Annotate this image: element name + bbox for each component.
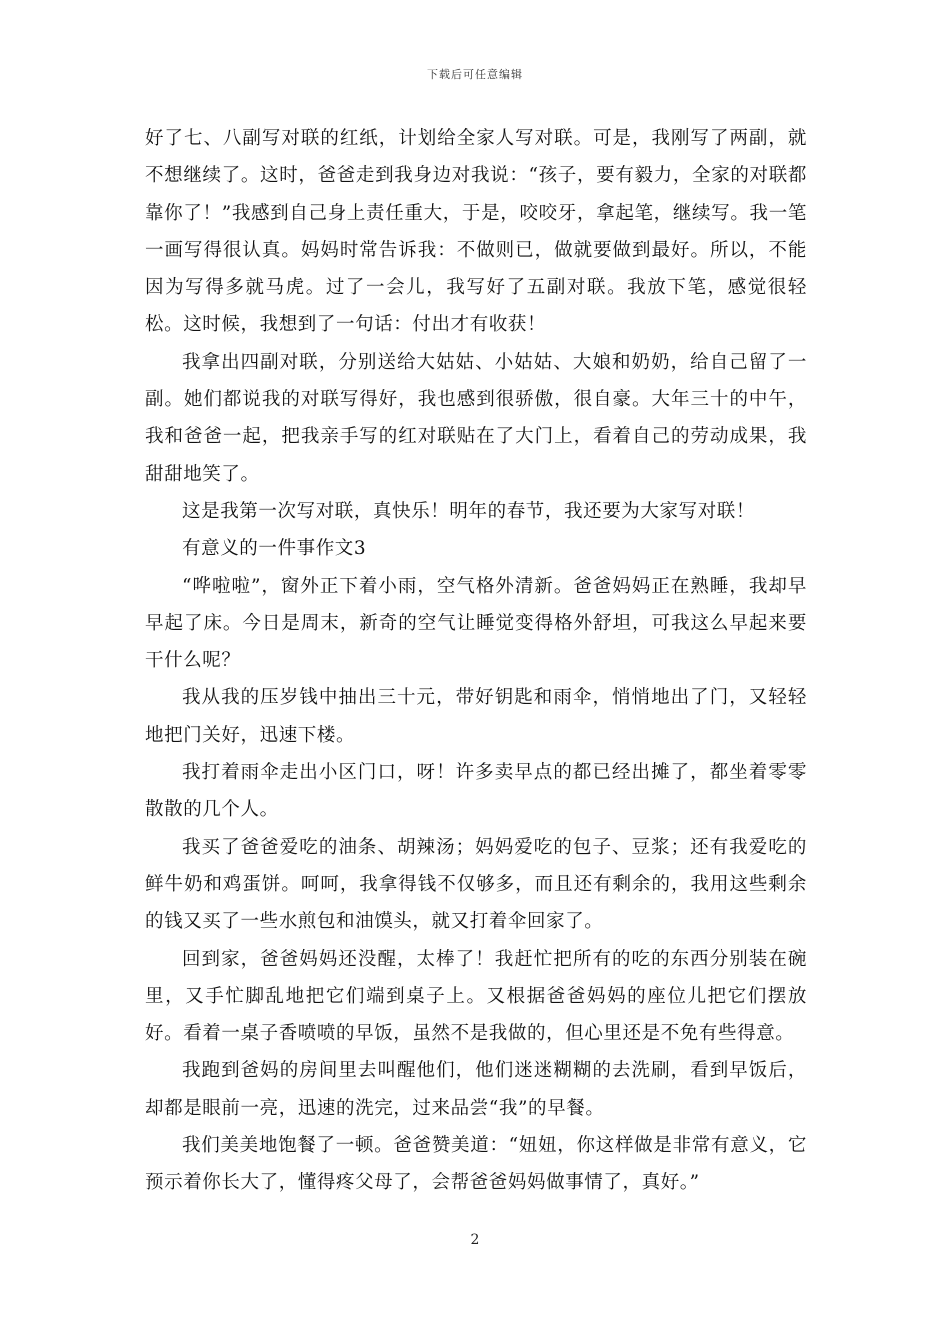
- paragraph-5: 我从我的压岁钱中抽出三十元，带好钥匙和雨伞，悄悄地出了门，又轻轻地把门关好，迅速下楼。: [145, 687, 807, 746]
- paragraph-1: 好了七、八副写对联的红纸，计划给全家人写对联。可是，我刚写了两副，就不想继续了。这时，爸爸走到我身边对我说：“孩子，要有毅力，全家的对联都靠你了！”我感到自己身上责任重大，于是，咬咬牙，拿起笔，继续写。我一笔一画写得很认真。妈妈时常告诉我：不做则已，做就要做到最好。所以，不能因为写得多就马虎。过了一会儿，我写好了五副对联。我放下笔，感觉很轻松。这时候，我想到了一句话：付出才有收获！: [145, 128, 807, 336]
- page-header: 下载后可任意编辑: [427, 68, 523, 81]
- paragraph-7: 我买了爸爸爱吃的油条、胡辣汤；妈妈爱吃的包子、豆浆；还有我爱吃的鲜牛奶和鸡蛋饼。呵呵，我拿得钱不仅够多，而且还有剩余的，我用这些剩余的钱又买了一些水煎包和油馍头，就又打着伞回家了。: [145, 836, 807, 933]
- paragraph-9: 我跑到爸妈的房间里去叫醒他们，他们迷迷糊糊的去洗刷，看到早饭后，却都是眼前一亮，迅速的洗完，过来品尝“我”的早餐。: [145, 1060, 807, 1119]
- page-number: 2: [470, 1232, 480, 1248]
- document-body: [145, 120, 807, 1202]
- paragraph-10: 我们美美地饱餐了一顿。爸爸赞美道：“妞妞，你这样做是非常有意义，它预示着你长大了，懂得疼父母了，会帮爸爸妈妈做事情了，真好。”: [145, 1135, 807, 1194]
- paragraph-4: “哗啦啦”，窗外正下着小雨，空气格外清新。爸爸妈妈正在熟睡，我却早早起了床。今日是周末，新奇的空气让睡觉变得格外舒坦，可我这么早起来要干什么呢？: [145, 575, 807, 672]
- paragraph-2: 我拿出四副对联，分别送给大姑姑、小姑姑、大娘和奶奶，给自己留了一副。她们都说我的对联写得好，我也感到很骄傲，很自豪。大年三十的中午，我和爸爸一起，把我亲手写的红对联贴在了大门上，看着自己的劳动成果，我甜甜地笑了。: [145, 351, 807, 485]
- paragraph-3: 这是我第一次写对联，真快乐！明年的春节，我还要为大家写对联！: [182, 500, 756, 522]
- paragraph-8: 回到家，爸爸妈妈还没醒，太棒了！我赶忙把所有的吃的东西分别装在碗里，又手忙脚乱地把它们端到桌子上。又根据爸爸妈妈的座位儿把它们摆放好。看着一桌子香喷喷的早饭，虽然不是我做的，但心里还是不免有些得意。: [145, 948, 807, 1045]
- paragraph-6: 我打着雨伞走出小区门口，呀！许多卖早点的都已经出摊了，都坐着零零散散的几个人。: [145, 762, 807, 821]
- section-title: 有意义的一件事作文3: [182, 538, 367, 560]
